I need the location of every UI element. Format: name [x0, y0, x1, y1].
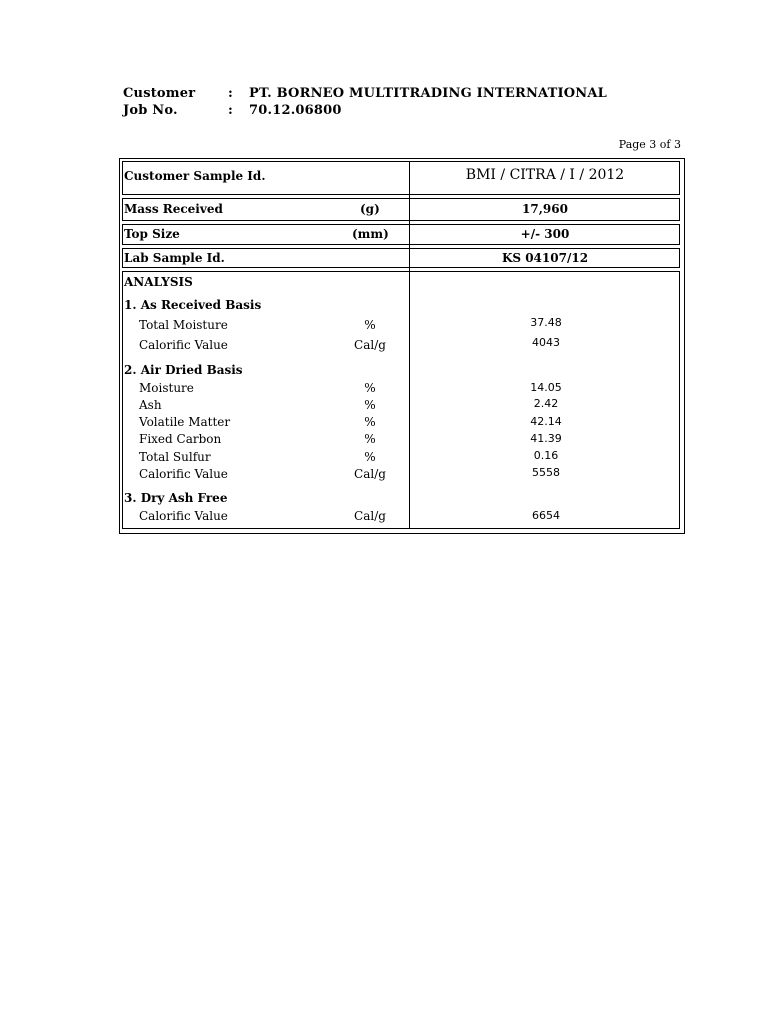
analysis-item-unit: Cal/g — [354, 467, 386, 481]
analysis-item-name: Fixed Carbon — [139, 432, 222, 446]
customer-colon: : — [228, 86, 233, 101]
customer-label: Customer — [123, 86, 196, 101]
topsize-unit: (mm) — [352, 227, 389, 241]
analysis-item-value: 0.16 — [533, 449, 559, 462]
analysis-item-unit: % — [364, 381, 376, 395]
analysis-item-unit: % — [364, 415, 376, 429]
analysis-item-name: Volatile Matter — [139, 415, 231, 429]
analysis-item-unit: Cal/g — [354, 338, 386, 352]
analysis-item-name: Calorific Value — [139, 509, 228, 523]
analysis-item-value: 42.14 — [530, 415, 562, 428]
analysis-item-name: Ash — [139, 398, 162, 412]
analysis-item-value: 41.39 — [530, 432, 562, 445]
job-label: Job No. — [123, 103, 178, 118]
page-number: Page 3 of 3 — [618, 138, 681, 151]
job-value: 70.12.06800 — [249, 103, 342, 118]
analysis-item-unit: % — [364, 398, 376, 412]
mass-value: 17,960 — [522, 202, 568, 216]
analysis-item-name: Total Moisture — [139, 318, 228, 332]
lab-id-label: Lab Sample Id. — [124, 251, 225, 265]
lab-id-value: KS 04107/12 — [501, 251, 589, 265]
sample-id-label: Customer Sample Id. — [124, 169, 266, 183]
topsize-value: +/- 300 — [520, 227, 570, 241]
analysis-item-unit: Cal/g — [354, 509, 386, 523]
analysis-item-value: 2.42 — [533, 397, 559, 410]
analysis-item-name: Calorific Value — [139, 467, 228, 481]
analysis-item-name: Calorific Value — [139, 338, 228, 352]
analysis-item-value: 37.48 — [530, 316, 562, 329]
analysis-heading: ANALYSIS — [124, 275, 193, 289]
analysis-item-value: 4043 — [532, 336, 560, 349]
job-colon: : — [228, 103, 233, 118]
section-title: 3. Dry Ash Free — [124, 491, 228, 505]
analysis-item-value: 14.05 — [530, 381, 562, 394]
results-table — [119, 158, 685, 534]
analysis-item-value: 6654 — [532, 509, 560, 522]
analysis-item-unit: % — [364, 450, 376, 464]
sample-id-value: BMI / CITRA / I / 2012 — [465, 167, 625, 183]
mass-unit: (g) — [360, 202, 380, 216]
topsize-label: Top Size — [124, 227, 180, 241]
customer-value: PT. BORNEO MULTITRADING INTERNATIONAL — [249, 86, 608, 101]
analysis-item-unit: % — [364, 318, 376, 332]
analysis-item-name: Total Sulfur — [139, 450, 211, 464]
mass-label: Mass Received — [124, 202, 223, 216]
analysis-item-unit: % — [364, 432, 376, 446]
section-title: 2. Air Dried Basis — [124, 363, 243, 377]
section-title: 1. As Received Basis — [124, 298, 262, 312]
analysis-item-value: 5558 — [532, 466, 560, 479]
analysis-item-name: Moisture — [139, 381, 194, 395]
